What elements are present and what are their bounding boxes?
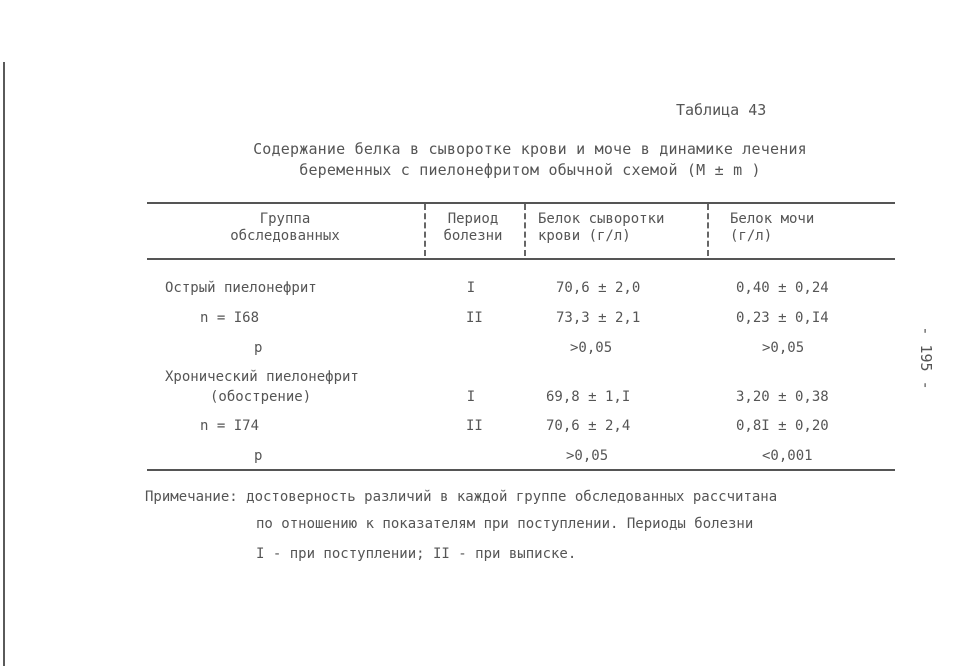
header-urine <box>718 211 840 245</box>
group-cell: Острый пиелонефрит <box>165 280 317 296</box>
p-label-cell: p <box>254 448 263 464</box>
serum-p-value-cell: >0,05 <box>570 340 613 356</box>
period-cell: I <box>466 280 476 296</box>
note-line-3: I - при поступлении; II - при выписке. <box>256 546 577 562</box>
group-size-cell: n = I74 <box>200 418 260 434</box>
group-cell-subtitle: (обострение) <box>210 389 312 405</box>
urine-p-value-cell: <0,001 <box>762 448 813 464</box>
table-title-line-2: беременных с пиелонефритом обычной схемой (М ± m ) <box>299 161 761 179</box>
serum-protein-cell: 73,3 ± 2,1 <box>556 310 641 326</box>
table-top-rule <box>147 202 895 204</box>
header-group-line-1: Группа <box>259 211 311 227</box>
note-line-1: Примечание: достоверность различий в каждой группе обследованных рассчитана <box>145 489 778 505</box>
table-bottom-rule <box>147 469 895 471</box>
urine-protein-cell: 0,8I ± 0,20 <box>736 418 829 434</box>
header-period-line-2: болезни <box>443 228 503 244</box>
header-separator <box>707 204 709 256</box>
header-urine-line-2: (г/л) <box>730 228 773 244</box>
period-cell: II <box>466 310 483 326</box>
table-title-line-1: Содержание белка в сыворотке крови и моче в динамике лечения <box>253 140 807 158</box>
header-period <box>428 211 518 245</box>
note-line-2: по отношению к показателям при поступлении. Периоды болезни <box>256 516 754 532</box>
header-serum <box>528 211 698 245</box>
p-label-cell: p <box>254 340 263 356</box>
serum-protein-cell: 70,6 ± 2,0 <box>556 280 641 296</box>
serum-protein-cell: 69,8 ± 1,I <box>546 389 631 405</box>
header-separator <box>524 204 526 256</box>
group-size-cell: n = I68 <box>200 310 260 326</box>
group-cell: Хронический пиелонефрит <box>165 369 359 385</box>
header-group <box>205 211 365 245</box>
serum-protein-cell: 70,6 ± 2,4 <box>546 418 631 434</box>
table-header-rule <box>147 258 895 260</box>
header-serum-line-2: крови (г/л) <box>538 228 631 244</box>
margin-line <box>3 62 5 666</box>
page-number <box>908 318 944 398</box>
table-number: Таблица 43 <box>676 101 767 119</box>
urine-protein-cell: 3,20 ± 0,38 <box>736 389 829 405</box>
header-period-line-1: Период <box>447 211 499 227</box>
page-number-text: - 195 - <box>917 326 935 390</box>
header-separator <box>424 204 426 256</box>
urine-p-value-cell: >0,05 <box>762 340 805 356</box>
period-cell: I <box>466 389 476 405</box>
urine-protein-cell: 0,23 ± 0,I4 <box>736 310 829 326</box>
urine-protein-cell: 0,40 ± 0,24 <box>736 280 829 296</box>
header-group-line-2: обследованных <box>230 228 340 244</box>
serum-p-value-cell: >0,05 <box>566 448 609 464</box>
header-urine-line-1: Белок мочи <box>730 211 815 227</box>
header-serum-line-1: Белок сыворотки <box>538 211 665 227</box>
period-cell: II <box>466 418 483 434</box>
